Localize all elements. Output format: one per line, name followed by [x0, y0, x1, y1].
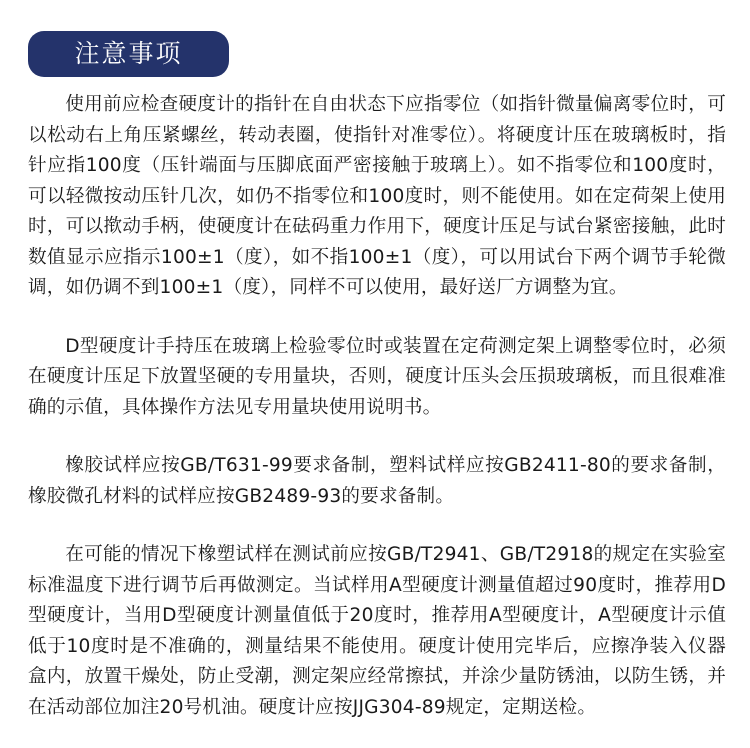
paragraph-d-type-zero: D型硬度计手持压在玻璃上检验零位时或装置在定荷测定架上调整零位时，必须在硬度计压足下放置坚硬的专用量块，否则，硬度计压头会压损玻璃板，而且很难准确的示值，具体操作方法见专用量块使用说明书。 [28, 335, 726, 418]
section-title-badge: 注意事项 [28, 31, 229, 77]
notes-content [28, 90, 726, 723]
paragraph-specimen-prep: 橡胶试样应按GB/T631-99要求备制，塑料试样应按GB2411-80的要求备制，橡胶微孔材料的试样应按GB2489-93的要求备制。 [28, 455, 726, 507]
paragraph-testing-maintenance: 在可能的情况下橡塑试样在测试前应按GB/T2941、GB/T2918的规定在实验室标准温度下进行调节后再做测定。当试样用A型硬度计测量值超过90度时，推荐用D型硬度计，当用D型硬度计测量值低于20度时，推荐用A型硬度计，A型硬度计示值低于10度时是不准确的，测量结果不能使用。硬度计使用完毕后，应擦净装入仪器盒内，放置干燥处，防止受潮，测定架应经常擦拭，并涂少量防锈油，以防生锈，并在活动部位加注20号机油。硬度计应按JJG304-89规定，定期送检。 [28, 544, 726, 718]
paragraph-zero-check: 使用前应检查硬度计的指针在自由状态下应指零位（如指针微量偏离零位时，可以松动右上角压紧螺丝，转动表圈，使指针对准零位）。将硬度计压在玻璃板时，指针应指100度（压针端面与压脚底面严密接触于玻璃上）。如不指零位和100度时，可以轻微按动压针几次，如仍不指零位和100度时，则不能使用。如在定荷架上使用时，可以揿动手柄，使硬度计在砝码重力作用下，硬度计压足与试台紧密接触，此时数值显示应指示100±1（度），如不指100±1（度），可以用试台下两个调节手轮微调，如仍调不到100±1（度），同样不可以使用，最好送厂方调整为宜。 [28, 94, 726, 298]
